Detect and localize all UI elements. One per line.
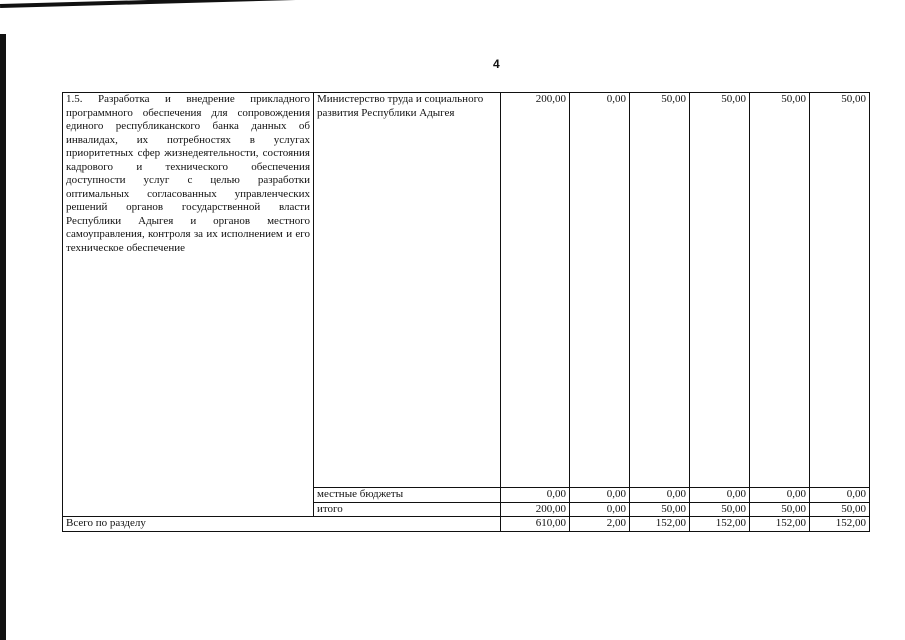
budget-table [62,92,870,532]
value-cell: 152,00 [690,517,750,532]
value-cell: 0,00 [570,502,630,517]
value-cell: 200,00 [501,93,570,488]
value-cell: 152,00 [630,517,690,532]
scan-border-left [0,34,6,640]
row-label: местные бюджеты [314,488,501,503]
row-label: итого [314,502,501,517]
value-cell: 2,00 [570,517,630,532]
value-cell: 0,00 [810,488,870,503]
value-cell: 0,00 [570,93,630,488]
value-cell: 152,00 [750,517,810,532]
value-cell: 0,00 [750,488,810,503]
value-cell: 50,00 [810,502,870,517]
value-cell: 50,00 [810,93,870,488]
table-row [63,93,870,488]
value-cell: 50,00 [690,93,750,488]
value-cell: 0,00 [501,488,570,503]
value-cell: 50,00 [630,502,690,517]
value-cell: 610,00 [501,517,570,532]
value-cell: 50,00 [750,93,810,488]
value-cell: 200,00 [501,502,570,517]
value-cell: 50,00 [750,502,810,517]
item-organization: Министерство труда и социального развития Республики Адыгея [314,93,501,488]
value-cell: 50,00 [630,93,690,488]
value-cell: 152,00 [810,517,870,532]
value-cell: 0,00 [630,488,690,503]
value-cell: 0,00 [570,488,630,503]
page-number: 4 [493,57,500,71]
item-description: 1.5. Разработка и внедрение прикладного программного обеспечения для сопровождения единого республиканского банка данных об инвалидах, их потребностях в услугах приоритетных сфер жизнедеятельности, состояния кадрового и технического обеспечения доступности услуг с целью разработки оптимальных согласованных управленческих решений органов государственной власти Республики Адыгея и органов местного самоуправления, контроля за их исполнением и его техническое обеспечение [63,93,314,517]
value-cell: 0,00 [690,488,750,503]
value-cell: 50,00 [690,502,750,517]
total-row [63,517,870,532]
total-label: Всего по разделу [63,517,501,532]
